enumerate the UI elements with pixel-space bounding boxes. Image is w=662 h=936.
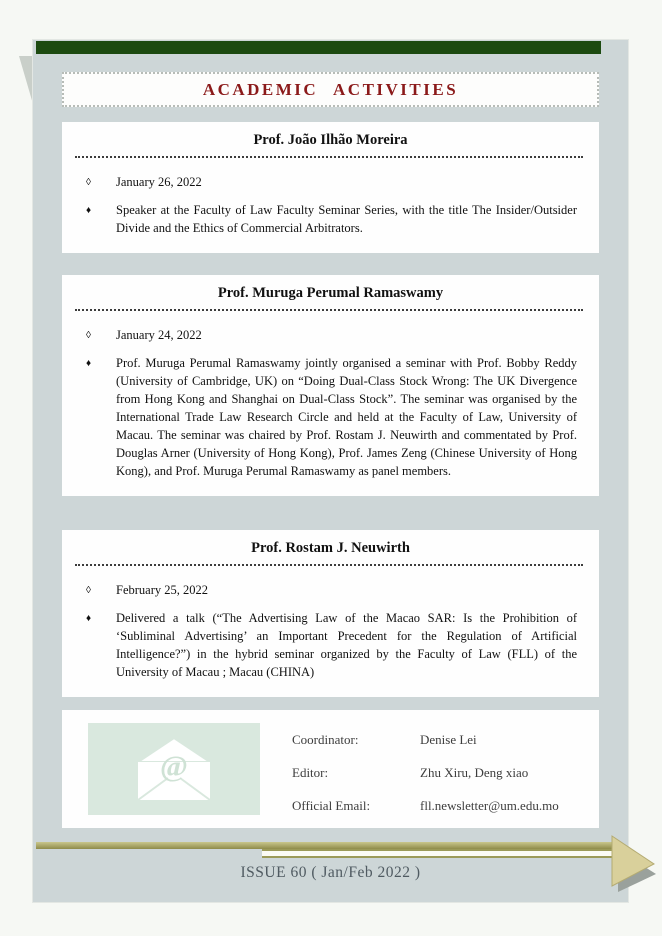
dotted-separator: [75, 564, 583, 566]
activity-row: [62, 354, 599, 480]
activity-card-neuwirth: [62, 530, 599, 697]
date-row: [62, 173, 599, 192]
issue-footer: ISSUE 60 ( Jan/Feb 2022 ): [240, 864, 421, 881]
date-row: [62, 581, 599, 600]
activity-description: Delivered a talk (“The Advertising Law of the Macao SAR: Is the Prohibition of ‘Subliminal Advertising’ an Important Precedent for the Regulation of Artificial Intelligence?”) in the hybrid seminar organized by the Faculty of Law (FLL) of the University of Macau ; Macau (CHINA): [116, 611, 577, 679]
activity-card-ramaswamy: [62, 275, 599, 496]
contact-card: [62, 710, 599, 828]
at-symbol-glyph: @: [160, 750, 188, 783]
contact-label: Coordinator:: [292, 732, 359, 747]
activity-card-moreira: [62, 122, 599, 253]
page-curl-decoration: [19, 56, 33, 104]
contact-row-official-email: [292, 798, 579, 831]
open-diamond-bullet-icon: ◊: [86, 330, 91, 341]
contact-label: Editor:: [292, 765, 329, 780]
page-turn-arrow: [608, 834, 662, 892]
solid-diamond-bullet-icon: ♦: [86, 205, 92, 216]
footer-olive-line: [36, 842, 618, 849]
contact-rows: [292, 732, 579, 831]
envelope-icon: [122, 734, 226, 804]
activity-date: January 26, 2022: [116, 175, 202, 189]
dotted-separator: [75, 156, 583, 158]
professor-name: Prof. Muruga Perumal Ramaswamy: [217, 285, 444, 301]
solid-diamond-bullet-icon: ♦: [86, 613, 92, 624]
activity-description: Prof. Muruga Perumal Ramaswamy jointly organised a seminar with Prof. Bobby Reddy (University of Cambridge, UK) on “Doing Dual-Class Stock Wrong: The UK Divergence from Hong Kong and Shanghai on Dual-Class Stock”. The seminar was organised by the International Trade Law Research Circle and held at the Faculty of Law, University of Macau. The seminar was chaired by Prof. Rostam J. Neuwirth and commentated by Prof. Douglas Arner (University of Hong Kong), Prof. James Zeng (Chinese University of Hong Kong), and Prof. Muruga Perumal Ramaswamy as panel members.: [116, 356, 577, 478]
contact-row-editor: [292, 765, 579, 798]
date-row: [62, 326, 599, 345]
page-turn-arrow-icon: [608, 834, 662, 892]
professor-name: Prof. João Ilhão Moreira: [253, 132, 408, 148]
contact-label: Official Email:: [292, 798, 371, 813]
open-diamond-bullet-icon: ◊: [86, 585, 91, 596]
activity-row: [62, 201, 599, 237]
newsletter-sheet: [33, 40, 628, 902]
open-diamond-bullet-icon: ◊: [86, 177, 91, 188]
top-green-bar: [36, 41, 601, 54]
contact-value: Zhu Xiru, Deng xiao: [420, 765, 529, 780]
contact-value: Denise Lei: [420, 732, 477, 747]
solid-diamond-bullet-icon: ♦: [86, 358, 92, 369]
page-title: ACADEMIC ACTIVITIES: [202, 79, 459, 99]
contact-row-coordinator: [292, 732, 579, 765]
professor-name: Prof. Rostam J. Neuwirth: [251, 540, 410, 556]
activity-date: January 24, 2022: [116, 328, 202, 342]
email-icon-box: [88, 723, 260, 815]
contact-email-value: fll.newsletter@um.edu.mo: [420, 798, 559, 813]
activity-date: February 25, 2022: [116, 583, 208, 597]
activity-row: [62, 609, 599, 681]
activity-description: Speaker at the Faculty of Law Faculty Seminar Series, with the title The Insider/Outsider Divide and the Ethics of Commercial Arbitrators.: [116, 203, 577, 235]
page-title-box: [62, 72, 599, 107]
footer-white-line: [262, 849, 618, 858]
dotted-separator: [75, 309, 583, 311]
